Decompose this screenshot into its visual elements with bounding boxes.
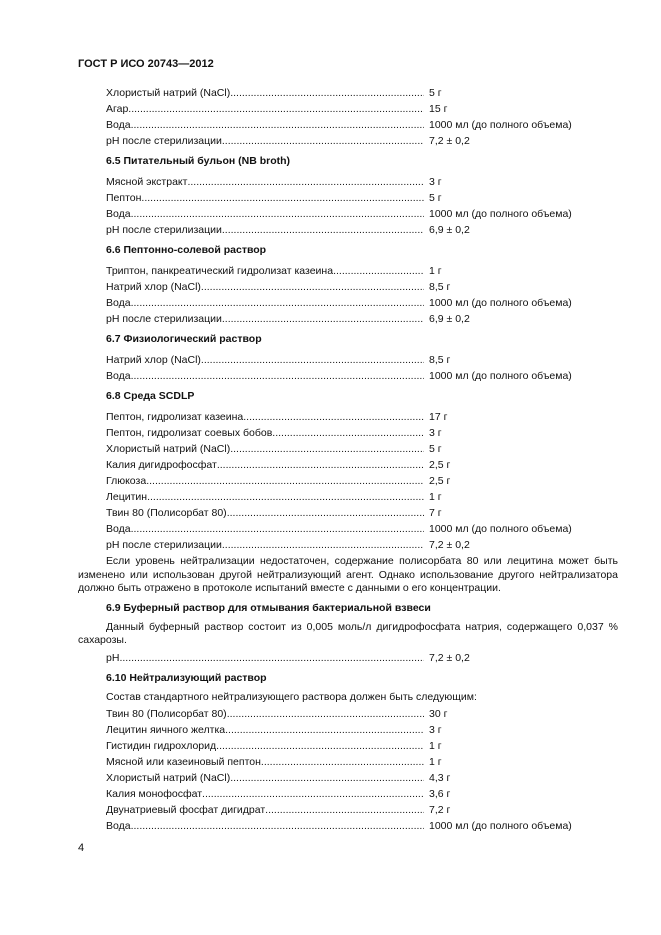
- composition-row: [106, 754, 618, 770]
- composition-row: [106, 368, 618, 384]
- ingredient-value: 6,9 ± 0,2: [429, 224, 470, 236]
- ingredient-value: 4,3 г: [429, 772, 451, 784]
- dot-leader: [222, 133, 424, 149]
- ingredient-name: Натрий хлор (NaCl): [106, 354, 201, 366]
- ingredient-name: Глюкоза: [106, 475, 147, 487]
- ingredient-value: 7,2 ± 0,2: [429, 135, 470, 147]
- dot-leader: [131, 818, 424, 834]
- section-heading: 6.9 Буферный раствор для отмывания бактериальной взвеси: [106, 601, 431, 614]
- ingredient-name: Лецитин: [106, 491, 148, 503]
- dot-leader: [131, 206, 424, 222]
- section-heading: 6.7 Физиологический раствор: [106, 333, 262, 345]
- section-heading: 6.6 Пептонно-солевой раствор: [106, 244, 267, 256]
- ingredient-value: 5 г: [429, 443, 442, 455]
- composition-row: [106, 441, 618, 457]
- ingredient-name: Калия дигидрофосфат: [106, 459, 217, 471]
- ingredient-value: 3,6 г: [429, 788, 451, 800]
- ingredient-name: Двунатриевый фосфат дигидрат: [106, 804, 266, 816]
- page-header: ГОСТ Р ИСО 20743—2012: [78, 58, 214, 70]
- dot-leader: [201, 352, 424, 368]
- ingredient-value: 1000 мл (до полного объема): [429, 370, 572, 382]
- ingredient-name: Агар: [106, 103, 129, 115]
- composition-row: [106, 786, 618, 802]
- composition-row: [106, 489, 618, 505]
- composition-row: [106, 117, 618, 133]
- dot-leader: [141, 190, 424, 206]
- ingredient-name: Вода: [106, 523, 131, 535]
- dot-leader: [131, 368, 424, 384]
- ingredient-name: Вода: [106, 208, 131, 220]
- composition-row: [106, 279, 618, 295]
- ingredient-value: 1 г: [429, 740, 442, 752]
- dot-leader: [333, 263, 424, 279]
- ingredient-name: Хлористый натрий (NaCl): [106, 87, 231, 99]
- composition-row: [106, 295, 618, 311]
- ingredient-name: Твин 80 (Полисорбат 80): [106, 507, 227, 519]
- paragraph: Состав стандартного нейтрализующего раствора должен быть следующим:: [106, 690, 477, 703]
- composition-row: [106, 85, 618, 101]
- composition-row: [106, 263, 618, 279]
- dot-leader: [131, 521, 424, 537]
- ingredient-name: Триптон, панкреатический гидролизат казеина: [106, 265, 334, 277]
- ingredient-value: 8,5 г: [429, 281, 451, 293]
- dot-leader: [119, 650, 424, 666]
- dot-leader: [131, 295, 424, 311]
- composition-row: [106, 521, 618, 537]
- dot-leader: [230, 85, 424, 101]
- ingredient-value: 17 г: [429, 411, 448, 423]
- composition-row: [106, 311, 618, 327]
- section-heading: 6.10 Нейтрализующий раствор: [106, 671, 267, 684]
- composition-row: [106, 409, 618, 425]
- composition-row: [106, 190, 618, 206]
- dot-leader: [243, 409, 424, 425]
- ingredient-value: 8,5 г: [429, 354, 451, 366]
- ingredient-value: 1 г: [429, 756, 442, 768]
- composition-row: [106, 537, 618, 553]
- ingredient-name: Вода: [106, 370, 131, 382]
- dot-leader: [227, 505, 424, 521]
- ingredient-name: Пептон, гидролизат казеина: [106, 411, 244, 423]
- ingredient-value: 7,2 ± 0,2: [429, 651, 470, 664]
- ingredient-name: pH после стерилизации: [106, 539, 222, 551]
- ingredient-value: 1 г: [429, 491, 442, 503]
- dot-leader: [216, 738, 424, 754]
- ingredient-value: 3 г: [429, 724, 442, 736]
- ingredient-value: 6,9 ± 0,2: [429, 313, 470, 325]
- composition-row: [106, 722, 618, 738]
- dot-leader: [222, 222, 424, 238]
- ingredient-value: 5 г: [429, 87, 442, 99]
- dot-leader: [222, 311, 424, 327]
- ingredient-value: 1000 мл (до полного объема): [429, 297, 572, 309]
- dot-leader: [146, 473, 424, 489]
- composition-row: [106, 706, 618, 722]
- ingredient-value: 2,5 г: [429, 475, 451, 487]
- ingredient-value: 7,2 г: [429, 804, 451, 816]
- section-heading: 6.5 Питательный бульон (NB broth): [106, 155, 291, 167]
- composition-row: [106, 770, 618, 786]
- ingredient-value: 1 г: [429, 265, 442, 277]
- ingredient-value: 7 г: [429, 507, 442, 519]
- composition-row: [106, 425, 618, 441]
- ingredient-name: Хлористый натрий (NaCl): [106, 772, 231, 784]
- ingredient-value: 30 г: [429, 708, 448, 720]
- paragraph: Данный буферный раствор состоит из 0,005 моль/л дигидрофосфата натрия, содержащего 0,037 % сахарозы.: [78, 620, 618, 646]
- paragraph: Если уровень нейтрализации недостаточен, содержание полисорбата 80 или лецитина может быть изменено или использован другой нейтрализующий агент. Однако использование другого нейтрализатора должно быть отражено в протоколе испытаний вместе с данными о его концентрации.: [78, 555, 618, 594]
- ingredient-value: 1000 мл (до полного объема): [429, 119, 572, 131]
- ingredient-value: 2,5 г: [429, 459, 451, 471]
- composition-row: [106, 101, 618, 117]
- dot-leader: [128, 101, 424, 117]
- dot-leader: [217, 457, 424, 473]
- ingredient-name: Вода: [106, 820, 131, 832]
- ingredient-name: Твин 80 (Полисорбат 80): [106, 708, 227, 720]
- ingredient-name: Натрий хлор (NaCl): [106, 281, 201, 293]
- dot-leader: [201, 279, 424, 295]
- composition-row: [106, 352, 618, 368]
- dot-leader: [272, 425, 424, 441]
- composition-row: [106, 457, 618, 473]
- dot-leader: [202, 786, 424, 802]
- dot-leader: [230, 441, 424, 457]
- composition-row: [106, 505, 618, 521]
- ingredient-name: pH после стерилизации: [106, 224, 222, 236]
- ingredient-name: Калия монофосфат: [106, 788, 203, 800]
- ingredient-value: 5 г: [429, 192, 442, 204]
- composition-row: [106, 174, 618, 190]
- ingredient-value: 3 г: [429, 176, 442, 188]
- composition-row: [106, 222, 618, 238]
- dot-leader: [261, 754, 424, 770]
- section-heading: 6.8 Среда SCDLP: [106, 390, 195, 402]
- dot-leader: [222, 537, 424, 553]
- composition-row: [106, 802, 618, 818]
- page-number: 4: [78, 842, 85, 854]
- dot-leader: [131, 117, 424, 133]
- composition-row: [106, 818, 618, 834]
- dot-leader: [265, 802, 424, 818]
- dot-leader: [227, 706, 424, 722]
- ingredient-value: 7,2 ± 0,2: [429, 539, 470, 551]
- ingredient-name: Пептон: [106, 192, 142, 204]
- ingredient-name: Хлористый натрий (NaCl): [106, 443, 231, 455]
- ingredient-value: 1000 мл (до полного объема): [429, 208, 572, 220]
- composition-row: [106, 133, 618, 149]
- ingredient-name: Пептон, гидролизат соевых бобов: [106, 427, 273, 439]
- ingredient-value: 3 г: [429, 427, 442, 439]
- dot-leader: [225, 722, 424, 738]
- composition-row: [106, 650, 618, 666]
- ingredient-value: 15 г: [429, 103, 448, 115]
- ingredient-name: Мясной экстракт: [106, 176, 188, 188]
- composition-row: [106, 206, 618, 222]
- dot-leader: [230, 770, 424, 786]
- dot-leader: [147, 489, 424, 505]
- ingredient-name: Мясной или казеиновый пептон: [106, 756, 261, 768]
- ingredient-name: pH: [106, 651, 120, 664]
- document-body: [78, 85, 618, 834]
- composition-row: [106, 738, 618, 754]
- ingredient-name: Вода: [106, 297, 131, 309]
- composition-row: [106, 473, 618, 489]
- ingredient-value: 1000 мл (до полного объема): [429, 820, 572, 832]
- ingredient-name: Вода: [106, 119, 131, 131]
- ingredient-value: 1000 мл (до полного объема): [429, 523, 572, 535]
- dot-leader: [187, 174, 424, 190]
- ingredient-name: pH после стерилизации: [106, 313, 222, 325]
- ingredient-name: Лецитин яичного желтка: [106, 724, 226, 736]
- ingredient-name: Гистидин гидрохлорид: [106, 740, 217, 752]
- ingredient-name: pH после стерилизации: [106, 135, 222, 147]
